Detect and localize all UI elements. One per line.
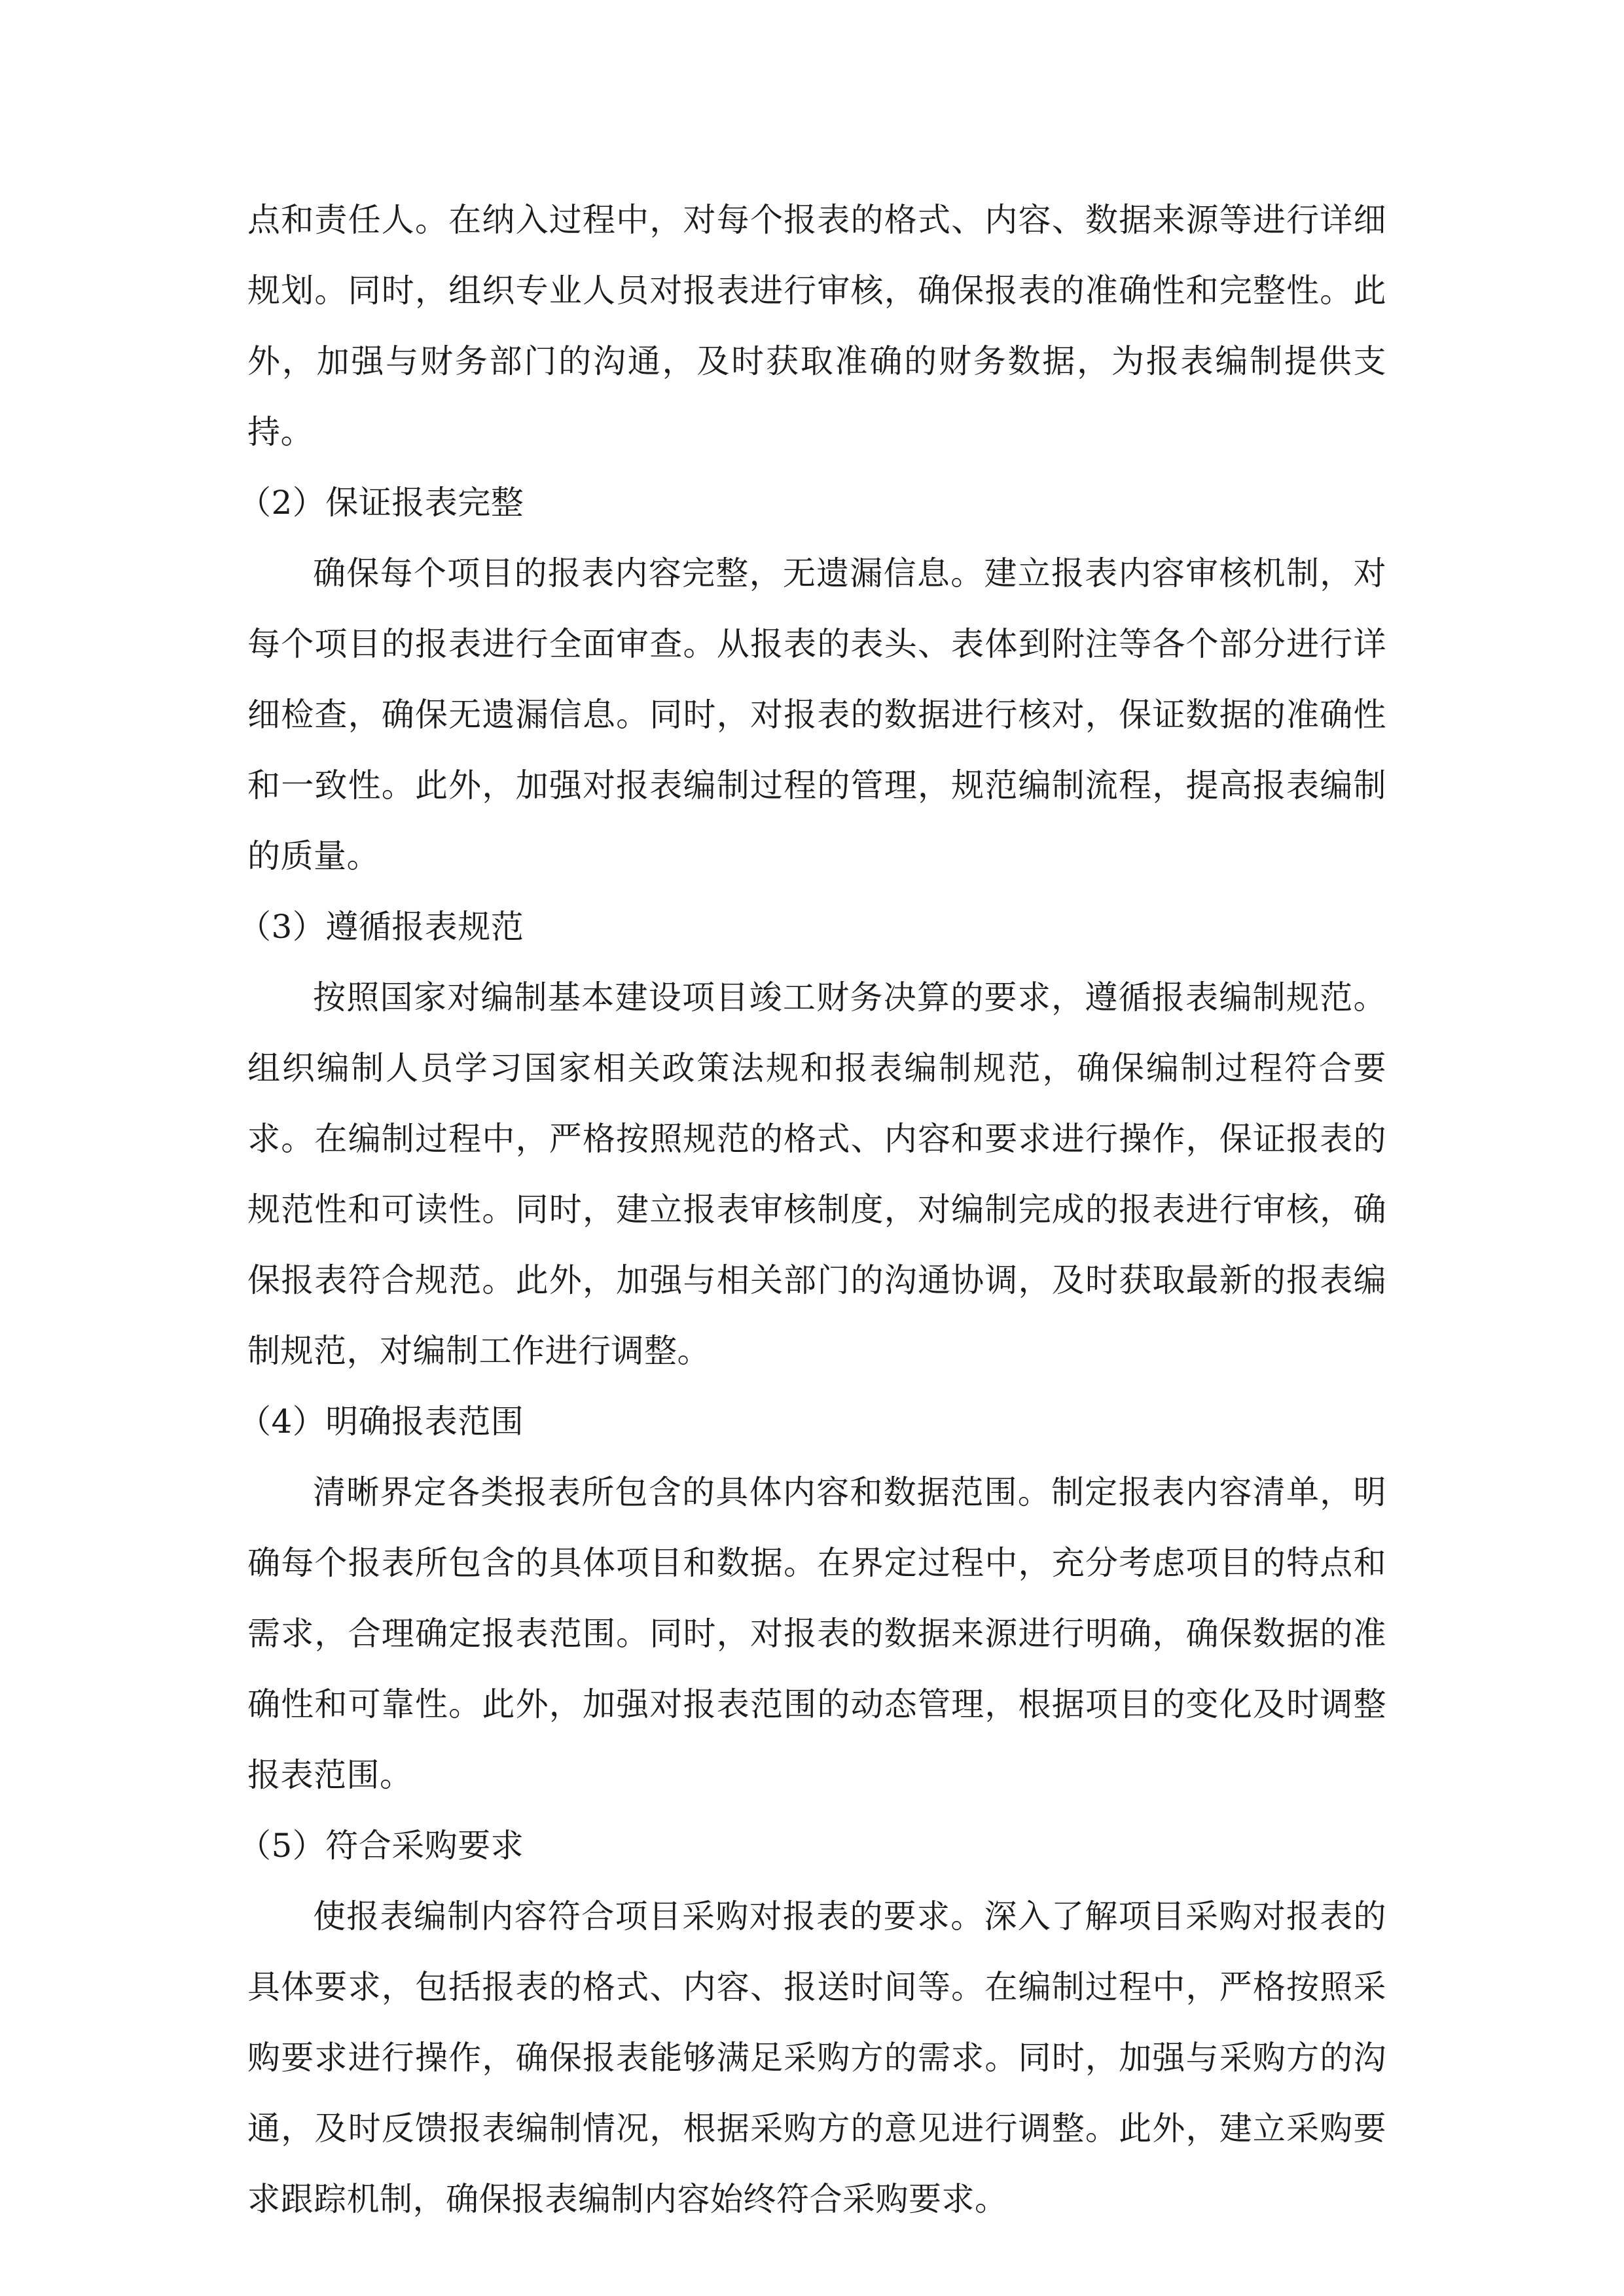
section-body-3: 按照国家对编制基本建设项目竣工财务决算的要求，遵循报表编制规范。组织编制人员学习国家相关政策法规和报表编制规范，确保编制过程符合要求。在编制过程中，严格按照规范的格式、内容和要求进行操作，保证报表的规范性和可读性。同时，建立报表审核制度，对编制完成的报表进行审核，确保报表符合规范。此外，加强与相关部门的沟通协调，及时获取最新的报表编制规范，对编制工作进行调整。 — [247, 978, 1386, 1370]
section-body-4: 清晰界定各类报表所包含的具体内容和数据范围。制定报表内容清单，明确每个报表所包含的具体项目和数据。在界定过程中，充分考虑项目的特点和需求，合理确定报表范围。同时，对报表的数据来源进行明确，确保数据的准确性和可靠性。此外，加强对报表范围的动态管理，根据项目的变化及时调整报表范围。 — [247, 1473, 1386, 1794]
section-body-2: 确保每个项目的报表内容完整，无遗漏信息。建立报表内容审核机制，对每个项目的报表进行全面审查。从报表的表头、表体到附注等各个部分进行详细检查，确保无遗漏信息。同时，对报表的数据进行核对，保证数据的准确性和一致性。此外，加强对报表编制过程的管理，规范编制流程，提高报表编制的质量。 — [247, 554, 1386, 875]
section-heading-3: （3）遵循报表规范 — [238, 908, 524, 946]
section-heading-4: （4）明确报表范围 — [238, 1403, 524, 1441]
intro-paragraph: 点和责任人。在纳入过程中，对每个报表的格式、内容、数据来源等进行详细规划。同时，组织专业人员对报表进行审核，确保报表的准确性和完整性。此外，加强与财务部门的沟通，及时获取准确的财务数据，为报表编制提供支持。 — [247, 201, 1386, 451]
section-heading-5: （5）符合采购要求 — [238, 1827, 524, 1865]
document-page — [238, 185, 1386, 2234]
section-body-5: 使报表编制内容符合项目采购对报表的要求。深入了解项目采购对报表的具体要求，包括报表的格式、内容、报送时间等。在编制过程中，严格按照采购要求进行操作，确保报表能够满足采购方的需求。同时，加强与采购方的沟通，及时反馈报表编制情况，根据采购方的意见进行调整。此外，建立采购要求跟踪机制，确保报表编制内容始终符合采购要求。 — [247, 1897, 1386, 2218]
section-heading-2: （2）保证报表完整 — [238, 484, 524, 522]
